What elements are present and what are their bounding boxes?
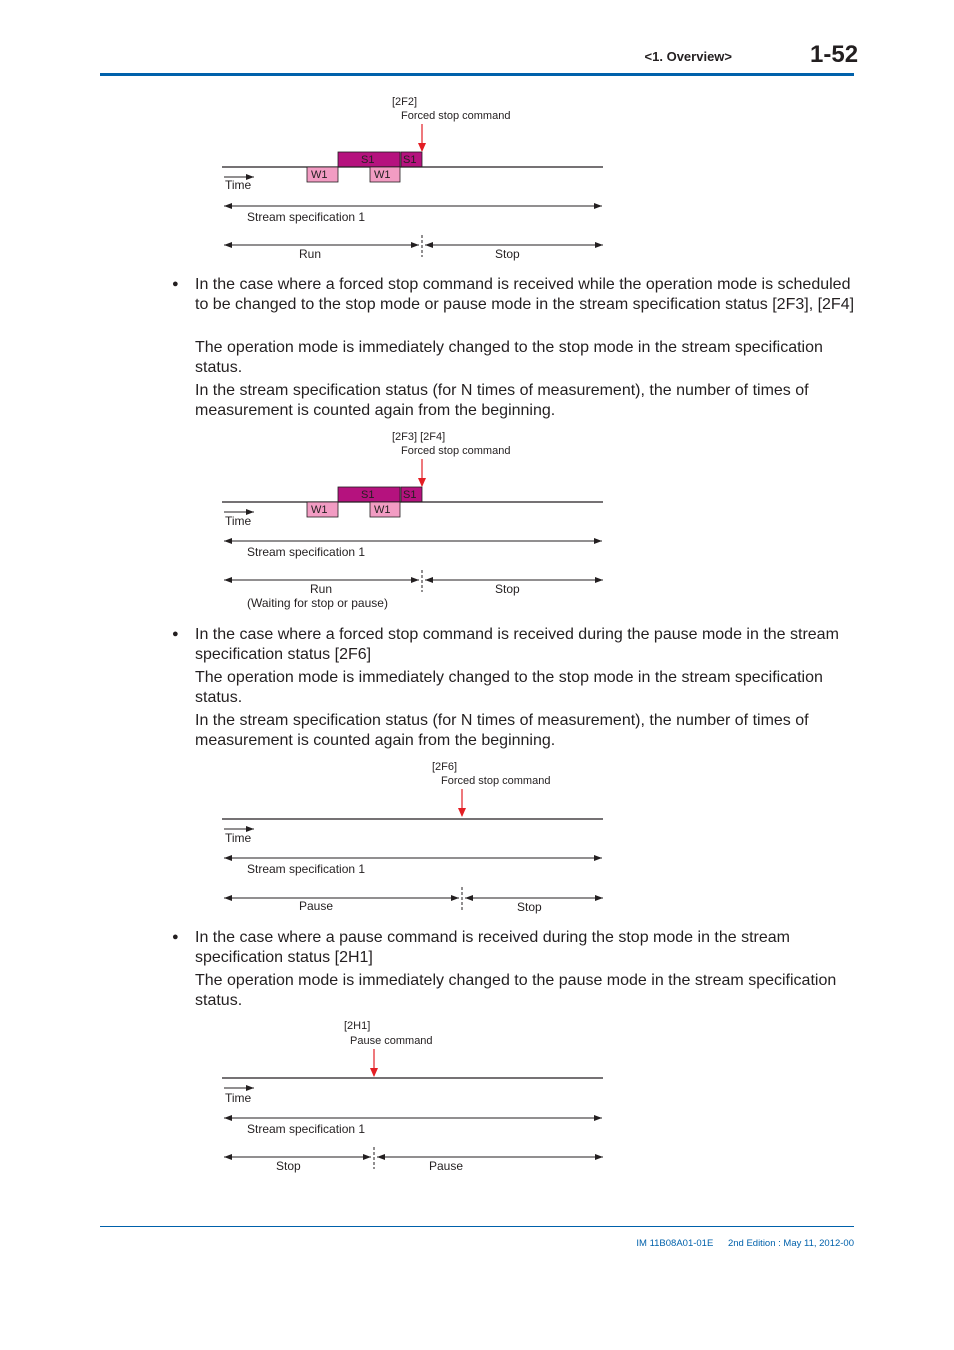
time-label: Time (225, 831, 252, 845)
left-mode-label: Run (310, 582, 333, 596)
command-arrowhead (458, 808, 466, 817)
command-label: Pause command (350, 1035, 433, 1047)
ref-label: [2F6] (432, 761, 458, 773)
bullet-icon: ● (172, 278, 179, 290)
doc-id: IM 11B08A01-01E (636, 1238, 714, 1249)
section-heading: In the case where a pause command is received during the stop mode in the stream specification status [2H1] (195, 929, 790, 966)
time-label: Time (225, 514, 252, 528)
footer (624, 1238, 854, 1249)
footer-rule (100, 1226, 854, 1227)
command-label: Forced stop command (401, 445, 511, 457)
paragraph: In the stream specification status (for N times of measurement), the number of times of measurement is counted again from the beginning. (195, 382, 809, 419)
right-mode-label: Pause (429, 1159, 464, 1173)
spec-label: Stream specification 1 (247, 862, 366, 876)
section-title: <1. Overview> (644, 49, 732, 64)
command-arrowhead (418, 478, 426, 487)
paragraph: The operation mode is immediately changed to the stop mode in the stream specification status. (195, 339, 823, 376)
paragraph: In the stream specification status (for N times of measurement), the number of times of measurement is counted again from the beginning. (195, 712, 809, 749)
ref-label: [2F3] [2F4] (392, 431, 446, 443)
timing-diagram-2f6 (0, 755, 954, 920)
left-mode-label: Run (299, 247, 322, 261)
edition: 2nd Edition : May 11, 2012-00 (727, 1238, 854, 1249)
section-heading: In the case where a forced stop command is received during the pause mode in the stream specification status [2F6] (195, 626, 839, 663)
right-mode-label: Stop (517, 900, 542, 914)
s1-label: S1 (403, 489, 417, 501)
w1-label: W1 (374, 169, 391, 181)
w1-label: W1 (311, 169, 328, 181)
right-mode-label: Stop (495, 247, 520, 261)
timing-diagram-2f2 (0, 90, 954, 270)
bullet-icon: ● (172, 628, 179, 640)
left-mode-label: Stop (276, 1159, 301, 1173)
page-number: 1-52 (810, 41, 859, 68)
command-arrowhead (370, 1068, 378, 1077)
spec-label: Stream specification 1 (247, 1122, 366, 1136)
ref-label: [2F2] (392, 96, 418, 108)
command-label: Forced stop command (401, 110, 511, 122)
paragraph: The operation mode is immediately changed to the pause mode in the stream specification status. (195, 972, 837, 1009)
timing-diagram-2f3-2f4 (0, 425, 954, 615)
bullet-icon: ● (172, 931, 179, 943)
command-label: Forced stop command (441, 775, 551, 787)
paragraph: The operation mode is immediately changed to the stop mode in the stream specification status. (195, 669, 823, 706)
header-rule (100, 73, 854, 76)
w1-label: W1 (311, 504, 328, 516)
ref-label: [2H1] (344, 1020, 371, 1032)
right-mode-label: Stop (495, 582, 520, 596)
s1-label: S1 (403, 154, 417, 166)
command-arrowhead (418, 143, 426, 152)
s1-label: S1 (361, 489, 375, 501)
section-heading: In the case where a forced stop command is received while the operation mode is scheduled to be changed to the stop mode or pause mode in the stream specification status [2F3], [2F4] (195, 276, 855, 313)
w1-label: W1 (374, 504, 391, 516)
left-mode-sublabel: (Waiting for stop or pause) (247, 596, 388, 610)
time-label: Time (225, 178, 252, 192)
spec-label: Stream specification 1 (247, 545, 366, 559)
time-label: Time (225, 1091, 252, 1105)
left-mode-label: Pause (299, 899, 334, 913)
spec-label: Stream specification 1 (247, 210, 366, 224)
s1-label: S1 (361, 154, 375, 166)
timing-diagram-2h1 (0, 1015, 954, 1180)
